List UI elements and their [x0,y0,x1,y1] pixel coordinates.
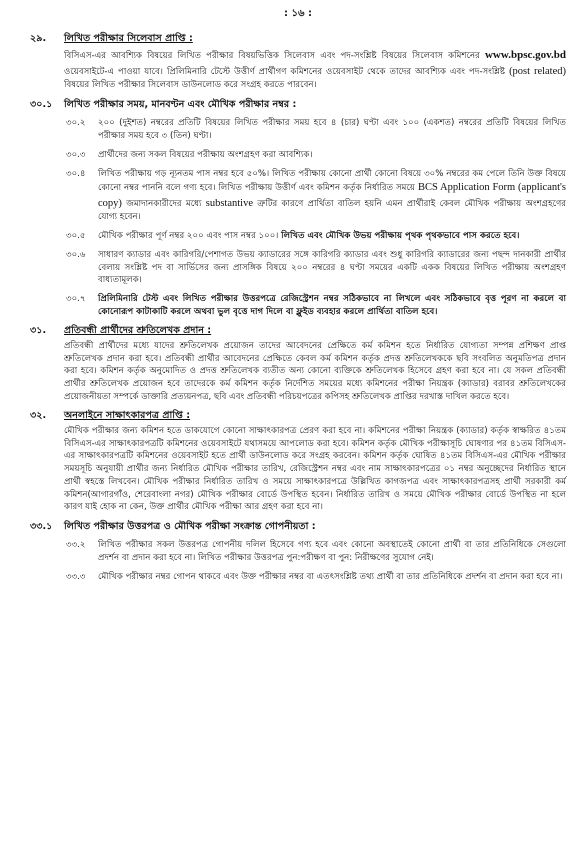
section-title: লিখিত পরীক্ষার সময়, মানবণ্টন এবং মৌখিক পরীক্ষার নম্বর : [64,98,297,110]
item-number: ৩০.২ [66,118,86,129]
item-text [98,168,566,225]
section-paragraph: প্রতিবন্ধী প্রার্থীদের মধ্যে যাদের শ্রুতিলেখক প্রয়োজন তাদের আবেদনের প্রেক্ষিতে কর্ম কমিশন হতে নির্ধারিত যোগ্যতা সম্পন্ন প্রশিক্ষণ প্রাপ্ত শ্রুতিলেখক প্রদান করা হবে। প্রতিবন্ধী প্রার্থীর আবেদনের প্রেক্ষিতে কেবল কর্ম কমিশন কর্তৃক প্রদত্ত শ্রুতিলেখককে ছবি সংবলিত অনুমতিপত্র প্রদান করা হবে। কমিশন কর্তৃক অনুমোদিত ও প্রদত্ত শ্রুতিলেখক ব্যতীত অন্য কোনো ব্যক্তিকে শ্রুতিলেখক হিসেবে গ্রহণ করা হবে না। যে সকল প্রতিবন্ধী প্রার্থীর শ্রুতিলেখক প্রয়োজন হবে তাদেরকে কর্ম কমিশন কর্তৃক নির্দেশিত সময়ের মধ্যে কমিশনের পরীক্ষা নিয়ন্ত্রক (ক্যাডার) বরাবর শ্রুতিলেখকের প্রয়োজনীয়তা সম্পর্কে ডাক্তারি প্রত্যয়নপত্র, ছবি এবং প্রতিবন্ধী পরিচয়পত্রের কপিসহ শ্রুতিলেখক প্রাপ্তির দরখাস্ত দাখিল করতে হবে। [64,340,566,402]
list-item [30,149,566,162]
list-item [30,117,566,142]
section-paragraph: মৌখিক পরীক্ষার জন্য কমিশন হতে ডাকযোগে কোনো সাক্ষাৎকারপত্র প্রেরণ করা হবে না। কমিশনের পরীক্ষা নিয়ন্ত্রক (ক্যাডার) কর্তৃক স্বাক্ষরিত ৪১তম বিসিএস-এর সাক্ষাৎকারপত্রটি কমিশনের ওয়েবসাইটে যথাসময়ে আপলোড করা হবে। কমিশন কর্তৃক মৌখিক পরীক্ষাসূচি ঘোষণার পর ৪১তম বিসিএস-এর সাক্ষাৎকারপত্রটি কমিশনের ওয়েবসাইট হতে প্রার্থী ডাউনলোড করে সংগ্রহ করবেন। কমিশন কর্তৃক ঘোষিত ৪১তম বিসিএস-এর মৌখিক পরীক্ষার সময়সূচি অনুযায়ী প্রার্থীর জন্য নির্ধারিত মৌখিক পরীক্ষার তারিখ, রেজিস্ট্রেশন নম্বর এবং নাম সাক্ষাৎকারপত্রের ০১ নম্বর অনুচ্ছেদের নির্ধারিত স্থানে প্রার্থী স্বহস্তে লিখবেন। মৌখিক পরীক্ষার নির্ধারিত তারিখ ও সময়ে সাক্ষাৎকারপত্রে উল্লিখিত কাগজপত্র এবং সাক্ষাৎকারপত্রসহ প্রার্থী সরকারী কর্ম কমিশন(আগারগাঁও, শেরেবাংলা নগর) মৌখিক পরীক্ষার বোর্ডে উপস্থিত হবেন। নির্ধারিত তারিখ ও সময়ে মৌখিক পরীক্ষার বোর্ডে উপস্থিত না হলে কারণ যাই হোক না কেন, উক্ত প্রার্থীর মৌখিক পরীক্ষা আর গ্রহণ করা হবে না। [64,425,566,513]
section-number: ৩২. [30,410,47,422]
substantive-term: substantive [205,197,253,209]
section-number: ৩১. [30,325,47,337]
section-title: অনলাইনে সাক্ষাৎকারপত্র প্রাপ্তি : [64,410,191,422]
section-heading [30,325,566,337]
item-text: লিখিত পরীক্ষার সকল উত্তরপত্র গোপনীয় দলিল হিসেবে গণ্য হবে এবং কোনো অবস্থাতেই কোনো প্রার্থী বা তার প্রতিনিধিকে সেগুলো প্রদর্শন বা প্রদান করা হবে না। লিখিত পরীক্ষার উত্তরপত্র পুন:পরীক্ষণ বা পুন: নিরীক্ষণের সুযোগ নেই। [98,540,566,564]
section-30-1 [30,99,566,318]
website-url: www.bpsc.gov.bd [484,49,566,62]
section-paragraph [64,47,566,92]
section-29 [30,33,566,92]
item-number: ৩০.৪ [66,168,86,179]
list-item [30,539,566,564]
item-number: ৩৩.২ [66,540,86,551]
section-heading [30,410,566,422]
section-number: ৩০.১ [30,98,53,110]
page-number: : ১৬ : [284,8,312,19]
section-heading [30,521,566,533]
item-text: মৌখিক পরীক্ষার নম্বর গোপন থাকবে এবং উক্ত পরীক্ষার নম্বর বা এতৎসংশ্লিষ্ট তথ্য প্রার্থী বা তার প্রতিনিধিকে প্রদর্শন বা প্রদান করা হবে না। [98,571,563,582]
item-number: ৩০.৬ [66,249,86,260]
item-number: ৩০.৫ [66,231,86,242]
item-number: ৩০.৩ [66,149,86,160]
item-text-part: লিখিত পরীক্ষায় গড় ন্যূনতম পাস নম্বর হবে ৫০%। লিখিত পরীক্ষায় কোনো প্রার্থী কোনো বিষয়ে ৩০% নম্বরের কম পেলে তিনি উক্ত বিষয়ে কোনো নম্বর পাননি বলে গণ্য হবে। লিখিত পরীক্ষায় উত্তীর্ণ এবং কমিশন কর্তৃক নির্ধারিত সময়ে [98,168,566,194]
item-text [98,230,566,243]
section-33-1 [30,521,566,584]
section-number: ৩৩.১ [30,520,53,532]
list-item [30,230,566,243]
section-number: ২৯. [30,33,47,44]
list-item [30,293,566,318]
item-text: প্রিলিমিনারি টেস্ট এবং লিখিত পরীক্ষার উত্তরপত্রে রেজিস্ট্রেশন নম্বর সঠিকভাবে না লিখলে এবং সঠিকভাবে বৃত্ত পূরণ না করলে বা কোনোরূপ কাটাকাটি করলে অথবা ভুল বৃত্তে দাগ দিলে বা ফ্লুইড ব্যবহার করলে প্রার্থিতা বাতিল হবে। [98,293,566,317]
section-heading [30,99,566,111]
section-32 [30,410,566,514]
item-text: প্রার্থীদের জন্য সকল বিষয়ের পরীক্ষায় অংশগ্রহণ করা আবশ্যিক। [98,149,313,160]
section-31 [30,325,566,403]
item-text-part: মৌখিক পরীক্ষার পূর্ণ নম্বর ২০০ এবং পাস নম্বর ১০০। [98,231,279,242]
item-text: ২০০ (দুইশত) নম্বরের প্রতিটি বিষয়ের লিখিত পরীক্ষার সময় হবে ৪ (চার) ঘণ্টা এবং ১০০ (একশত) নম্বরের প্রতিটি বিষয়ের লিখিত পরীক্ষার সময় হবে ৩ (তিন) ঘণ্টা। [98,118,566,142]
list-item [30,168,566,225]
section-title: প্রতিবন্ধী প্রার্থীদের শ্রুতিলেখক প্রদান : [64,325,212,337]
paragraph-text: বিসিএস-এর আবশ্যিক বিষয়ের লিখিত পরীক্ষার বিষয়ভিত্তিক সিলেবাস এবং পদ-সংশ্লিষ্ট বিষয়ের সিলেবাস কমিশনের [64,51,480,62]
item-text-bold: লিখিত এবং মৌখিক উভয় পরীক্ষায় পৃথক পৃথকভাবে পাস করতে হবে। [281,231,520,242]
paragraph-text: ওয়েবসাইটে-এ পাওয়া যাবে। প্রিলিমিনারি টেস্টে উত্তীর্ণ প্রার্থীগণ কমিশনের ওয়েবসাইট থেকে তাদের আবশ্যিক এবং পদ-সংশ্লিষ্ট [64,66,506,77]
section-title: লিখিত পরীক্ষার উত্তরপত্র ও মৌখিক পরীক্ষা সংক্রান্ত গোপনীয়তা : [64,520,316,532]
item-number: ৩৩.৩ [66,571,86,582]
item-text: সাধারণ ক্যাডার এবং কারিগরি/পেশাগত উভয় ক্যাডারের সঙ্গে কারিগরি ক্যাডার এবং শুধু কারিগরি ক্যাডারের জন্য পছন্দ দানকারী প্রার্থীর বেলায় সংশ্লিষ্ট পদ বা সার্ভিসের জন্য প্রাসঙ্গিক বিষয়ে ২০০ নম্বরের ৪ ঘণ্টা সময়ের একটি একক বিষয়ের লিখিত পরীক্ষায় অংশগ্রহণ বাধ্যতামূলক। [98,249,566,286]
list-item [30,571,566,584]
post-related-term: (post related) [509,65,567,77]
list-item [30,249,566,287]
section-heading [30,33,566,45]
application-form-term: BCS Application Form (applicant's copy) [98,182,567,209]
item-text-part: জমাদানকারীদের মধ্যে [126,198,202,209]
item-text-part: ত্রুটির কারণে প্রার্থিতা বাতিল হয়নি এমন প্রার্থীরাই কেবল মৌখিক পরীক্ষায় অংশগ্রহণের যোগ্য হবেন। [98,198,567,223]
paragraph-text: বিষয়ের লিখিত পরীক্ষার সিলেবাস ডাউনলোড করে সংগ্রহ করতে পারবেন। [64,80,317,91]
item-number: ৩০.৭ [66,293,86,304]
section-title: লিখিত পরীক্ষার সিলেবাস প্রাপ্তি : [64,33,193,44]
